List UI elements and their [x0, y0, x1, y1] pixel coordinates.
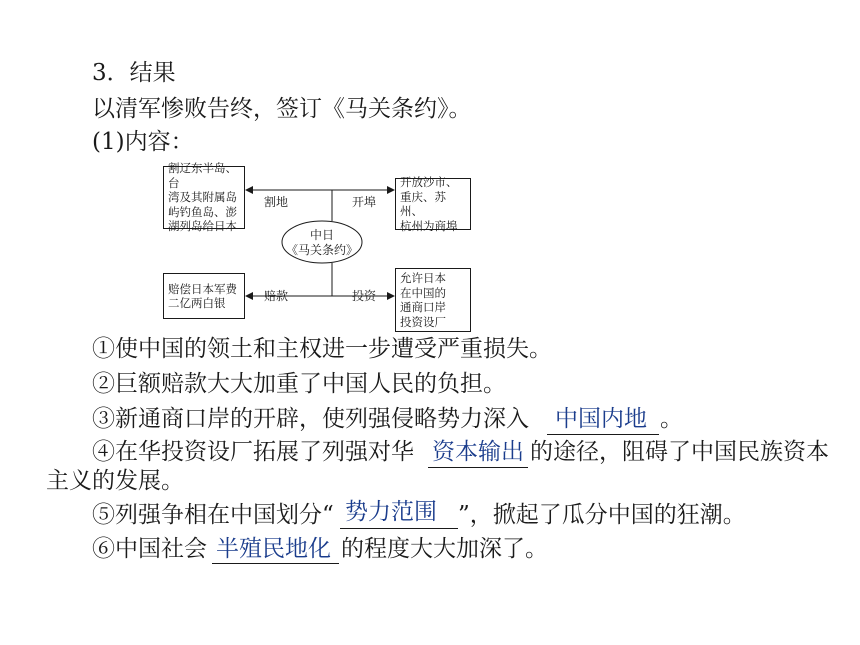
- point-4-continuation: 主义的发展。: [46, 468, 184, 494]
- content-label: (1)内容：: [92, 129, 194, 155]
- point-4-prefix: ④在华投资设厂拓展了列强对华: [92, 439, 414, 465]
- point-4-blank: [428, 465, 528, 468]
- cede-territory-box: 割辽东半岛、台 湾及其附属岛 屿钓鱼岛、澎 湖列岛给日本: [163, 166, 245, 229]
- point-6-answer: 半殖民地化: [216, 536, 331, 562]
- center-label: 中日 《马关条约》: [285, 228, 358, 257]
- point-6-suffix: 的程度大大加深了。: [341, 536, 548, 562]
- point-5-answer: 势力范围: [345, 499, 437, 525]
- point-3-answer: 中国内地: [555, 406, 647, 432]
- point-6-blank: [212, 561, 339, 564]
- open-ports-box: 开放沙市、 重庆、苏州、 杭州为商埠: [395, 178, 471, 230]
- summary-text: 以清军惨败告终，签订《马关条约》。: [92, 96, 472, 122]
- point-2: ②巨额赔款大大加重了中国人民的负担。: [92, 371, 506, 397]
- indemnity-arrow: [246, 263, 332, 296]
- invest-label: 投资: [352, 289, 377, 303]
- point-4-suffix: 的途径，阻碍了中国民族资本: [530, 439, 829, 465]
- point-5-suffix: ”，掀起了瓜分中国的狂潮。: [458, 502, 746, 528]
- indemnity-box: 赔偿日本军费 二亿两白银: [163, 273, 245, 319]
- point-3-suffix: 。: [660, 406, 683, 432]
- indemnity-label: 赔款: [264, 289, 289, 303]
- point-5-blank: [340, 526, 458, 529]
- invest-box: 允许日本 在中国的 通商口岸 投资设厂: [395, 268, 471, 332]
- section-heading: 3．结果: [92, 60, 176, 86]
- point-3-blank: [547, 432, 659, 435]
- point-6-prefix: ⑥中国社会: [92, 536, 207, 562]
- point-1: ①使中国的领土和主权进一步遭受严重损失。: [92, 336, 552, 362]
- ports-label: 开埠: [352, 195, 377, 209]
- point-3-prefix: ③新通商口岸的开辟，使列强侵略势力深入: [92, 406, 529, 432]
- point-5-prefix: ⑤列强争相在中国划分“: [92, 502, 334, 528]
- point-4-answer: 资本输出: [432, 439, 524, 465]
- cede-arrow: [246, 190, 332, 221]
- cede-label: 割地: [264, 195, 289, 209]
